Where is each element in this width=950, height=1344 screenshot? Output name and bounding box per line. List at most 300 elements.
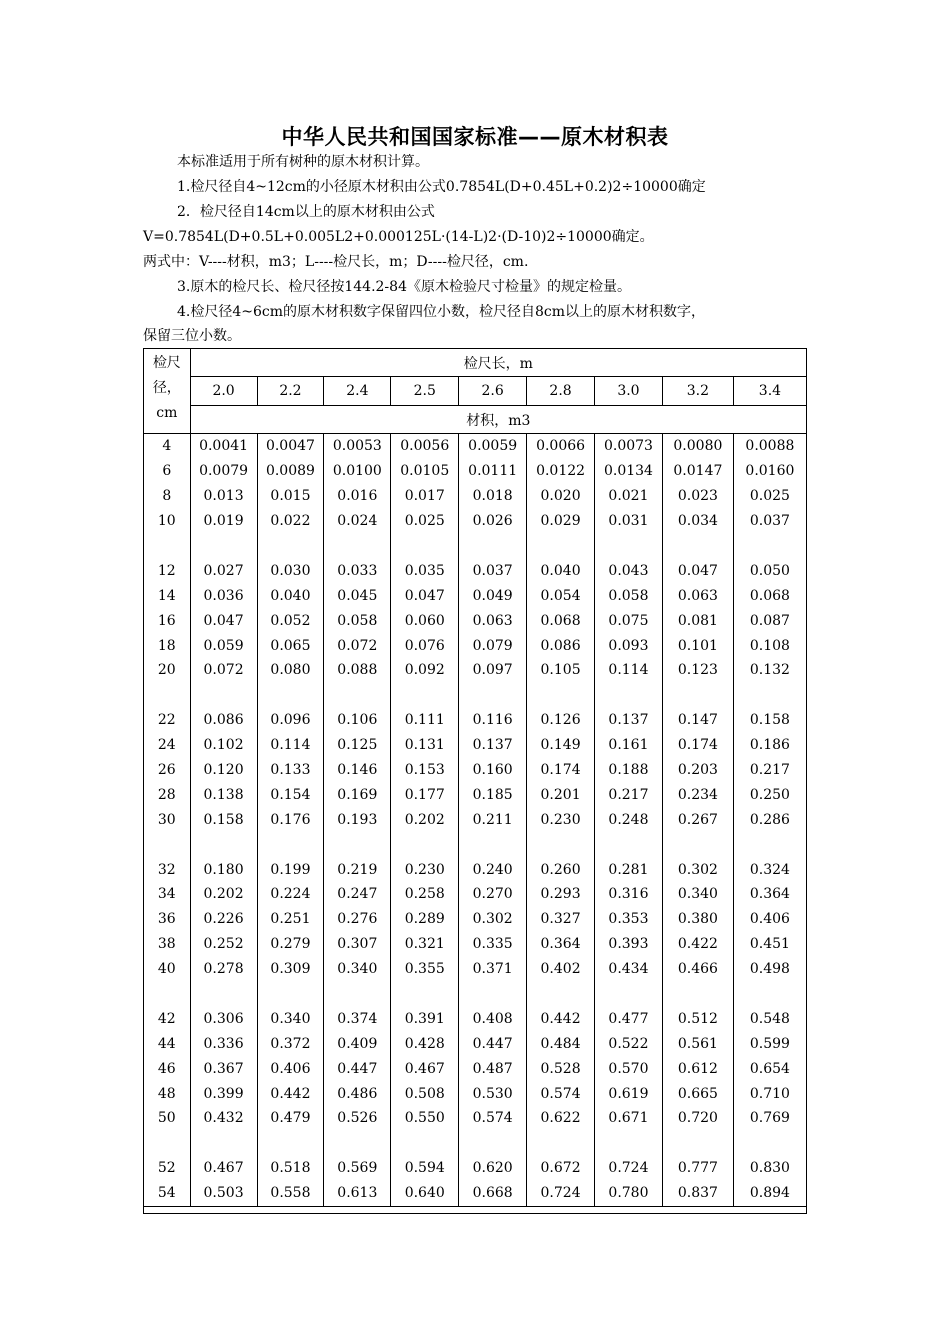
volume-cell: 0.0122	[527, 459, 595, 484]
table-row	[144, 957, 807, 982]
table-row	[144, 907, 807, 932]
diameter-cell: 32	[144, 857, 191, 882]
volume-cell: 0.550	[391, 1106, 459, 1131]
volume-cell: 0.574	[527, 1081, 595, 1106]
volume-cell: 0.508	[391, 1081, 459, 1106]
volume-cell: 0.072	[190, 658, 257, 683]
volume-cell: 0.371	[459, 957, 527, 982]
volume-cell: 0.202	[190, 882, 257, 907]
volume-cell: 0.075	[595, 608, 663, 633]
table-row	[144, 1156, 807, 1181]
volume-cell: 0.024	[324, 509, 391, 534]
volume-cell: 0.149	[527, 733, 595, 758]
volume-cell: 0.380	[662, 907, 733, 932]
volume-cell: 0.248	[595, 807, 663, 832]
diameter-cell: 46	[144, 1056, 191, 1081]
length-header-cell: 3.0	[595, 377, 663, 406]
volume-cell: 0.251	[257, 907, 324, 932]
volume-cell: 0.158	[190, 807, 257, 832]
volume-cell: 0.088	[324, 658, 391, 683]
diameter-cell: 52	[144, 1156, 191, 1181]
volume-cell: 0.612	[662, 1056, 733, 1081]
volume-cell: 0.548	[733, 1006, 806, 1031]
volume-cell: 0.486	[324, 1081, 391, 1106]
volume-cell: 0.101	[662, 633, 733, 658]
volume-cell: 0.193	[324, 807, 391, 832]
volume-cell: 0.406	[733, 907, 806, 932]
volume-cell: 0.247	[324, 882, 391, 907]
volume-cell: 0.0134	[595, 459, 663, 484]
volume-cell: 0.0059	[459, 434, 527, 459]
table-row	[144, 459, 807, 484]
volume-cell: 0.324	[733, 857, 806, 882]
table-row	[144, 1056, 807, 1081]
diameter-cell: 8	[144, 484, 191, 509]
volume-cell: 0.023	[662, 484, 733, 509]
table-row	[144, 782, 807, 807]
volume-cell: 0.146	[324, 758, 391, 783]
volume-cell: 0.558	[257, 1181, 324, 1206]
table-row	[144, 658, 807, 683]
table-row	[144, 633, 807, 658]
volume-cell: 0.030	[257, 558, 324, 583]
volume-cell: 0.302	[662, 857, 733, 882]
volume-cell: 0.063	[662, 583, 733, 608]
volume-cell: 0.364	[733, 882, 806, 907]
volume-cell: 0.561	[662, 1031, 733, 1056]
volume-cell: 0.518	[257, 1156, 324, 1181]
volume-cell: 0.837	[662, 1181, 733, 1206]
volume-cell: 0.037	[459, 558, 527, 583]
volume-cell: 0.025	[733, 484, 806, 509]
volume-cell: 0.276	[324, 907, 391, 932]
volume-cell: 0.374	[324, 1006, 391, 1031]
volume-cell: 0.029	[527, 509, 595, 534]
intro-scope: 本标准适用于所有树种的原木材积计算。	[177, 154, 429, 170]
volume-cell: 0.160	[459, 758, 527, 783]
volume-cell: 0.201	[527, 782, 595, 807]
volume-cell: 0.0053	[324, 434, 391, 459]
volume-cell: 0.058	[324, 608, 391, 633]
table-row	[144, 1106, 807, 1131]
table-row	[144, 932, 807, 957]
volume-cell: 0.021	[595, 484, 663, 509]
volume-cell: 0.174	[527, 758, 595, 783]
volume-cell: 0.467	[190, 1156, 257, 1181]
volume-cell: 0.447	[324, 1056, 391, 1081]
volume-cell: 0.188	[595, 758, 663, 783]
volume-cell: 0.020	[527, 484, 595, 509]
table-row	[144, 807, 807, 832]
volume-cell: 0.040	[257, 583, 324, 608]
volume-cell: 0.026	[459, 509, 527, 534]
volume-cell: 0.059	[190, 633, 257, 658]
volume-cell: 0.367	[190, 1056, 257, 1081]
volume-cell: 0.086	[527, 633, 595, 658]
diameter-cell: 50	[144, 1106, 191, 1131]
volume-cell: 0.158	[733, 708, 806, 733]
volume-cell: 0.0111	[459, 459, 527, 484]
volume-cell: 0.434	[595, 957, 663, 982]
volume-cell: 0.402	[527, 957, 595, 982]
volume-cell: 0.054	[527, 583, 595, 608]
volume-cell: 0.724	[595, 1156, 663, 1181]
table-row	[144, 583, 807, 608]
volume-cell: 0.224	[257, 882, 324, 907]
length-header-cell: 3.2	[662, 377, 733, 406]
volume-cell: 0.302	[459, 907, 527, 932]
volume-cell: 0.147	[662, 708, 733, 733]
volume-cell: 0.034	[662, 509, 733, 534]
volume-cell: 0.780	[595, 1181, 663, 1206]
volume-cell: 0.211	[459, 807, 527, 832]
volume-cell: 0.0066	[527, 434, 595, 459]
volume-cell: 0.217	[595, 782, 663, 807]
volume-cell: 0.016	[324, 484, 391, 509]
volume-cell: 0.040	[527, 558, 595, 583]
volume-cell: 0.199	[257, 857, 324, 882]
diameter-cell: 26	[144, 758, 191, 783]
volume-cell: 0.252	[190, 932, 257, 957]
volume-cell: 0.522	[595, 1031, 663, 1056]
volume-cell: 0.137	[459, 733, 527, 758]
volume-cell: 0.442	[257, 1081, 324, 1106]
volume-cell: 0.335	[459, 932, 527, 957]
volume-cell: 0.138	[190, 782, 257, 807]
volume-cell: 0.120	[190, 758, 257, 783]
volume-cell: 0.307	[324, 932, 391, 957]
diameter-cell: 10	[144, 509, 191, 534]
volume-cell: 0.353	[595, 907, 663, 932]
diameter-cell: 20	[144, 658, 191, 683]
volume-cell: 0.0100	[324, 459, 391, 484]
volume-cell: 0.131	[391, 733, 459, 758]
volume-cell: 0.234	[662, 782, 733, 807]
volume-cell: 0.015	[257, 484, 324, 509]
volume-cell: 0.106	[324, 708, 391, 733]
diameter-cell: 28	[144, 782, 191, 807]
diameter-cell: 6	[144, 459, 191, 484]
volume-cell: 0.391	[391, 1006, 459, 1031]
volume-cell: 0.096	[257, 708, 324, 733]
volume-cell: 0.570	[595, 1056, 663, 1081]
volume-cell: 0.250	[733, 782, 806, 807]
volume-cell: 0.777	[662, 1156, 733, 1181]
intro-legend: 两式中：V----材积，m3；L----检尺长，m；D----检尺径，cm.	[143, 254, 529, 270]
volume-cell: 0.058	[595, 583, 663, 608]
length-header-cell: 2.0	[190, 377, 257, 406]
volume-cell: 0.665	[662, 1081, 733, 1106]
volume-cell: 0.0047	[257, 434, 324, 459]
volume-cell: 0.047	[662, 558, 733, 583]
diameter-cell: 16	[144, 608, 191, 633]
table-row	[144, 1031, 807, 1056]
volume-cell: 0.0147	[662, 459, 733, 484]
diameter-cell: 4	[144, 434, 191, 459]
volume-cell: 0.202	[391, 807, 459, 832]
volume-cell: 0.894	[733, 1181, 806, 1206]
volume-cell: 0.049	[459, 583, 527, 608]
volume-cell: 0.278	[190, 957, 257, 982]
volume-cell: 0.047	[391, 583, 459, 608]
volume-cell: 0.017	[391, 484, 459, 509]
volume-cell: 0.484	[527, 1031, 595, 1056]
document-title: 中华人民共和国国家标准——原木材积表	[281, 125, 669, 149]
intro-rule-3: 3.原木的检尺长、检尺径按144.2-84《原木检验尺寸检量》的规定检量。	[177, 279, 631, 295]
volume-cell: 0.133	[257, 758, 324, 783]
volume-cell: 0.599	[733, 1031, 806, 1056]
volume-cell: 0.467	[391, 1056, 459, 1081]
table-row	[144, 857, 807, 882]
volume-cell: 0.174	[662, 733, 733, 758]
volume-cell: 0.432	[190, 1106, 257, 1131]
volume-cell: 0.018	[459, 484, 527, 509]
volume-cell: 0.114	[257, 733, 324, 758]
volume-cell: 0.620	[459, 1156, 527, 1181]
volume-cell: 0.068	[733, 583, 806, 608]
volume-cell: 0.125	[324, 733, 391, 758]
volume-cell: 0.050	[733, 558, 806, 583]
volume-cell: 0.451	[733, 932, 806, 957]
diameter-cell: 12	[144, 558, 191, 583]
length-header-cell: 2.5	[391, 377, 459, 406]
volume-cell: 0.372	[257, 1031, 324, 1056]
volume-cell: 0.672	[527, 1156, 595, 1181]
volume-cell: 0.574	[459, 1106, 527, 1131]
table-row	[144, 708, 807, 733]
volume-cell: 0.526	[324, 1106, 391, 1131]
diameter-cell: 14	[144, 583, 191, 608]
volume-cell: 0.022	[257, 509, 324, 534]
diameter-cell: 44	[144, 1031, 191, 1056]
volume-cell: 0.161	[595, 733, 663, 758]
volume-cell: 0.047	[190, 608, 257, 633]
volume-cell: 0.364	[527, 932, 595, 957]
volume-cell: 0.428	[391, 1031, 459, 1056]
volume-cell: 0.114	[595, 658, 663, 683]
intro-formula: V=0.7854L(D+0.5L+0.005L2+0.000125L·(14-L)2·(D-10)2÷10000确定。	[143, 229, 654, 245]
volume-cell: 0.123	[662, 658, 733, 683]
volume-cell: 0.176	[257, 807, 324, 832]
volume-cell: 0.569	[324, 1156, 391, 1181]
volume-cell: 0.081	[662, 608, 733, 633]
volume-cell: 0.240	[459, 857, 527, 882]
volume-cell: 0.479	[257, 1106, 324, 1131]
volume-cell: 0.086	[190, 708, 257, 733]
intro-rule-1: 1.检尺径自4~12cm的小径原木材积由公式0.7854L(D+0.45L+0.2)2÷10000确定	[177, 179, 706, 195]
volume-cell: 0.619	[595, 1081, 663, 1106]
volume-cell: 0.180	[190, 857, 257, 882]
volume-cell: 0.724	[527, 1181, 595, 1206]
volume-cell: 0.0088	[733, 434, 806, 459]
table-row	[144, 1006, 807, 1031]
table-row	[144, 558, 807, 583]
volume-cell: 0.0073	[595, 434, 663, 459]
volume-cell: 0.327	[527, 907, 595, 932]
volume-cell: 0.072	[324, 633, 391, 658]
diameter-cell: 42	[144, 1006, 191, 1031]
volume-cell: 0.132	[733, 658, 806, 683]
volume-cell: 0.027	[190, 558, 257, 583]
volume-cell: 0.336	[190, 1031, 257, 1056]
volume-cell: 0.080	[257, 658, 324, 683]
volume-cell: 0.270	[459, 882, 527, 907]
intro-rule-2: 2．检尺径自14cm以上的原木材积由公式	[177, 204, 435, 220]
diameter-cell: 54	[144, 1181, 191, 1206]
volume-cell: 0.102	[190, 733, 257, 758]
table-row	[144, 434, 807, 459]
volume-cell: 0.186	[733, 733, 806, 758]
volume-cell: 0.512	[662, 1006, 733, 1031]
volume-table	[143, 348, 807, 1207]
volume-cell: 0.154	[257, 782, 324, 807]
volume-cell: 0.035	[391, 558, 459, 583]
table-row	[144, 1181, 807, 1206]
volume-cell: 0.217	[733, 758, 806, 783]
length-header-cell: 2.6	[459, 377, 527, 406]
volume-cell: 0.622	[527, 1106, 595, 1131]
intro-rule-4: 4.检尺径4~6cm的原木材积数字保留四位小数，检尺径自8cm以上的原木材积数字，	[177, 304, 706, 320]
table-row	[144, 758, 807, 783]
volume-cell: 0.316	[595, 882, 663, 907]
volume-cell: 0.830	[733, 1156, 806, 1181]
volume-cell: 0.720	[662, 1106, 733, 1131]
volume-cell: 0.710	[733, 1081, 806, 1106]
volume-cell: 0.466	[662, 957, 733, 982]
diameter-cell: 38	[144, 932, 191, 957]
volume-cell: 0.116	[459, 708, 527, 733]
volume-cell: 0.076	[391, 633, 459, 658]
volume-cell: 0.043	[595, 558, 663, 583]
volume-cell: 0.393	[595, 932, 663, 957]
volume-cell: 0.281	[595, 857, 663, 882]
volume-cell: 0.408	[459, 1006, 527, 1031]
volume-cell: 0.230	[527, 807, 595, 832]
group-spacer	[144, 832, 807, 857]
length-header-cell: 2.4	[324, 377, 391, 406]
volume-cell: 0.092	[391, 658, 459, 683]
volume-cell: 0.052	[257, 608, 324, 633]
volume-cell: 0.137	[595, 708, 663, 733]
table-row	[144, 484, 807, 509]
volume-cell: 0.355	[391, 957, 459, 982]
volume-cell: 0.279	[257, 932, 324, 957]
volume-cell: 0.226	[190, 907, 257, 932]
volume-cell: 0.528	[527, 1056, 595, 1081]
volume-cell: 0.406	[257, 1056, 324, 1081]
volume-cell: 0.126	[527, 708, 595, 733]
volume-cell: 0.654	[733, 1056, 806, 1081]
volume-cell: 0.293	[527, 882, 595, 907]
volume-cell: 0.0089	[257, 459, 324, 484]
volume-cell: 0.260	[527, 857, 595, 882]
volume-cell: 0.340	[662, 882, 733, 907]
diameter-cell: 30	[144, 807, 191, 832]
table-row	[144, 882, 807, 907]
volume-cell: 0.340	[324, 957, 391, 982]
volume-cell: 0.153	[391, 758, 459, 783]
volume-cell: 0.169	[324, 782, 391, 807]
volume-cell: 0.289	[391, 907, 459, 932]
length-header: 检尺长，m	[190, 349, 806, 377]
diameter-cell: 36	[144, 907, 191, 932]
volume-cell: 0.045	[324, 583, 391, 608]
volume-cell: 0.093	[595, 633, 663, 658]
diameter-cell: 18	[144, 633, 191, 658]
volume-cell: 0.0080	[662, 434, 733, 459]
volume-cell: 0.068	[527, 608, 595, 633]
volume-cell: 0.530	[459, 1081, 527, 1106]
volume-cell: 0.108	[733, 633, 806, 658]
volume-cell: 0.267	[662, 807, 733, 832]
volume-cell: 0.031	[595, 509, 663, 534]
volume-cell: 0.013	[190, 484, 257, 509]
volume-cell: 0.019	[190, 509, 257, 534]
length-header-cell: 3.4	[733, 377, 806, 406]
volume-cell: 0.0105	[391, 459, 459, 484]
volume-cell: 0.177	[391, 782, 459, 807]
volume-cell: 0.185	[459, 782, 527, 807]
volume-cell: 0.025	[391, 509, 459, 534]
volume-header: 材积，m3	[190, 406, 806, 434]
length-header-cell: 2.2	[257, 377, 324, 406]
volume-cell: 0.097	[459, 658, 527, 683]
volume-cell: 0.037	[733, 509, 806, 534]
volume-cell: 0.769	[733, 1106, 806, 1131]
volume-cell: 0.036	[190, 583, 257, 608]
volume-cell: 0.0041	[190, 434, 257, 459]
diameter-cell: 48	[144, 1081, 191, 1106]
volume-cell: 0.321	[391, 932, 459, 957]
volume-cell: 0.0079	[190, 459, 257, 484]
volume-cell: 0.033	[324, 558, 391, 583]
volume-cell: 0.409	[324, 1031, 391, 1056]
volume-cell: 0.498	[733, 957, 806, 982]
volume-cell: 0.258	[391, 882, 459, 907]
volume-cell: 0.668	[459, 1181, 527, 1206]
group-spacer	[144, 1131, 807, 1156]
volume-cell: 0.340	[257, 1006, 324, 1031]
intro-rule-4-cont: 保留三位小数。	[143, 328, 241, 344]
volume-cell: 0.286	[733, 807, 806, 832]
volume-cell: 0.105	[527, 658, 595, 683]
volume-cell: 0.594	[391, 1156, 459, 1181]
table-row	[144, 1081, 807, 1106]
length-header-cell: 2.8	[527, 377, 595, 406]
table-row	[144, 509, 807, 534]
volume-cell: 0.111	[391, 708, 459, 733]
diameter-cell: 34	[144, 882, 191, 907]
volume-cell: 0.447	[459, 1031, 527, 1056]
volume-cell: 0.399	[190, 1081, 257, 1106]
volume-cell: 0.060	[391, 608, 459, 633]
diameter-header: 检尺径，cm	[144, 349, 191, 434]
volume-cell: 0.671	[595, 1106, 663, 1131]
volume-cell: 0.306	[190, 1006, 257, 1031]
volume-cell: 0.079	[459, 633, 527, 658]
diameter-cell: 24	[144, 733, 191, 758]
volume-cell: 0.613	[324, 1181, 391, 1206]
group-spacer	[144, 982, 807, 1007]
volume-cell: 0.487	[459, 1056, 527, 1081]
table-row	[144, 608, 807, 633]
volume-cell: 0.087	[733, 608, 806, 633]
volume-cell: 0.422	[662, 932, 733, 957]
volume-cell: 0.219	[324, 857, 391, 882]
table-row	[144, 733, 807, 758]
volume-cell: 0.477	[595, 1006, 663, 1031]
group-spacer	[144, 683, 807, 708]
